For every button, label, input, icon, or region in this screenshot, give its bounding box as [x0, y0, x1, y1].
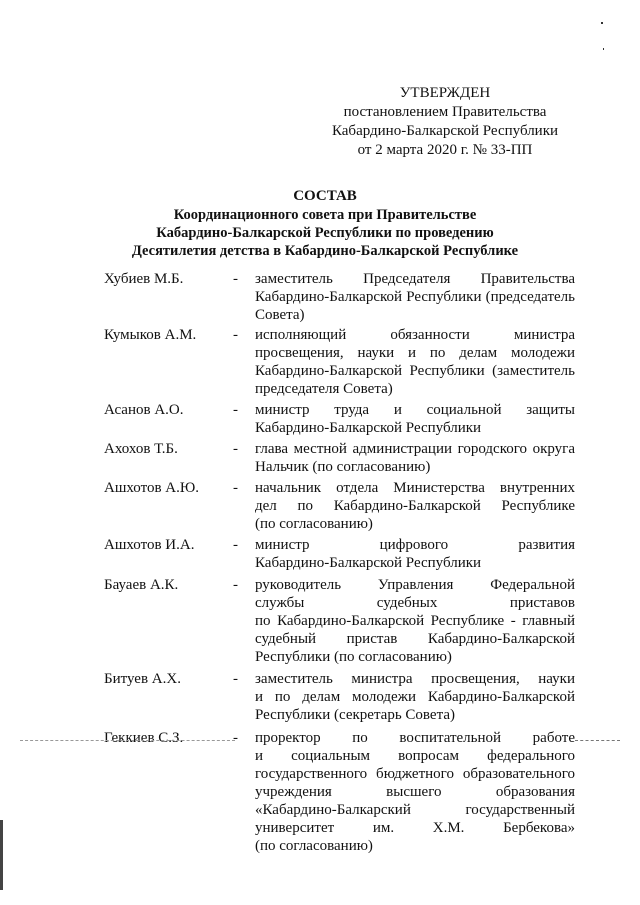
- title-main: СОСТАВ: [293, 188, 357, 204]
- scan-edge-mark: [0, 820, 3, 890]
- member-name: Геккиев С.З.: [104, 730, 184, 746]
- scan-artifact-line: [575, 740, 620, 741]
- description-line: начальник отдела Министерства внутренних: [255, 480, 575, 496]
- title-line: Десятилетия детства в Кабардино-Балкарской Республике: [131, 243, 519, 259]
- member-dash: -: [233, 327, 238, 343]
- description-line: глава местной администрации городского округа: [255, 441, 575, 457]
- description-line: учреждения высшего образования: [255, 784, 575, 800]
- member-description: [255, 670, 575, 724]
- member-name: Хубиев М.Б.: [104, 271, 184, 287]
- member-description: [255, 536, 575, 572]
- title-line: Координационного совета при Правительстве: [173, 207, 477, 223]
- member-row: [0, 670, 640, 724]
- members-list: [0, 270, 640, 855]
- member-dash: -: [233, 671, 238, 687]
- member-description: [255, 401, 575, 437]
- approval-line: постановлением Правительства: [343, 104, 547, 120]
- description-line: университет им. Х.М. Бербекова»: [255, 820, 575, 836]
- member-dash: -: [233, 402, 238, 418]
- member-description: [255, 729, 575, 855]
- description-line: заместитель Председателя Правительства: [255, 271, 575, 287]
- member-dash: -: [233, 730, 238, 746]
- member-dash: -: [233, 480, 238, 496]
- description-line: Республики (секретарь Совета): [255, 707, 455, 723]
- approval-stamp: [330, 84, 560, 160]
- member-row: [0, 479, 640, 533]
- description-line: по Кабардино-Балкарской Республике - главный: [255, 613, 575, 629]
- member-name: Бауаев А.К.: [104, 577, 179, 593]
- description-line: и социальным вопросам федерального: [255, 748, 575, 764]
- description-line: Совета): [255, 307, 305, 323]
- member-name: Битуев А.Х.: [104, 671, 181, 687]
- description-line: просвещения, науки и по делам молодежи: [255, 345, 575, 361]
- member-name: Кумыков А.М.: [104, 327, 197, 343]
- member-row: [0, 401, 640, 437]
- member-description: [255, 576, 575, 666]
- member-row: [0, 576, 640, 666]
- document-title: [80, 187, 570, 260]
- member-row: [0, 729, 640, 855]
- description-line: Кабардино-Балкарской Республики: [255, 420, 482, 436]
- member-description: [255, 270, 575, 324]
- member-description: [255, 326, 575, 398]
- member-dash: -: [233, 537, 238, 553]
- member-description: [255, 440, 575, 476]
- description-line: судебный пристав Кабардино-Балкарской: [255, 631, 575, 647]
- description-line: (по согласованию): [255, 516, 373, 532]
- approval-line: Кабардино-Балкарской Республики: [331, 123, 559, 139]
- approval-line: УТВЕРЖДЕН: [399, 85, 491, 101]
- description-line: службы судебных приставов: [255, 595, 575, 611]
- description-line: Республики (по согласованию): [255, 649, 452, 665]
- description-line: Кабардино-Балкарской Республики (председатель: [255, 289, 575, 305]
- scan-speck: [601, 22, 603, 24]
- member-dash: -: [233, 577, 238, 593]
- member-name: Ахохов Т.Б.: [104, 441, 178, 457]
- scan-speck: [603, 48, 604, 50]
- scan-artifact-line: [20, 740, 235, 741]
- member-row: [0, 440, 640, 476]
- member-row: [0, 326, 640, 398]
- description-line: проректор по воспитательной работе: [255, 730, 575, 746]
- description-line: министр труда и социальной защиты: [255, 402, 575, 418]
- description-line: руководитель Управления Федеральной: [255, 577, 575, 593]
- description-line: Кабардино-Балкарской Республики: [255, 555, 482, 571]
- approval-line: от 2 марта 2020 г. № 33-ПП: [357, 142, 533, 158]
- description-line: государственного бюджетного образовательного: [255, 766, 575, 782]
- member-row: [0, 536, 640, 572]
- title-line: Кабардино-Балкарской Республики по проведению: [156, 225, 494, 241]
- description-line: Нальчик (по согласованию): [255, 459, 431, 475]
- member-row: [0, 270, 640, 324]
- member-dash: -: [233, 441, 238, 457]
- member-name: Ашхотов А.Ю.: [104, 480, 200, 496]
- description-line: Кабардино-Балкарской Республики (заместитель: [255, 363, 575, 379]
- description-line: (по согласованию): [255, 838, 373, 854]
- description-line: «Кабардино-Балкарский государственный: [255, 802, 575, 818]
- member-description: [255, 479, 575, 533]
- description-line: и по делам молодежи Кабардино-Балкарской: [255, 689, 575, 705]
- description-line: дел по Кабардино-Балкарской Республике: [255, 498, 575, 514]
- description-line: исполняющий обязанности министра: [255, 327, 575, 343]
- description-line: заместитель министра просвещения, науки: [255, 671, 575, 687]
- member-dash: -: [233, 271, 238, 287]
- description-line: председателя Совета): [255, 381, 393, 397]
- member-name: Асанов А.О.: [104, 402, 184, 418]
- member-name: Ашхотов И.А.: [104, 537, 195, 553]
- description-line: министр цифрового развития: [255, 537, 575, 553]
